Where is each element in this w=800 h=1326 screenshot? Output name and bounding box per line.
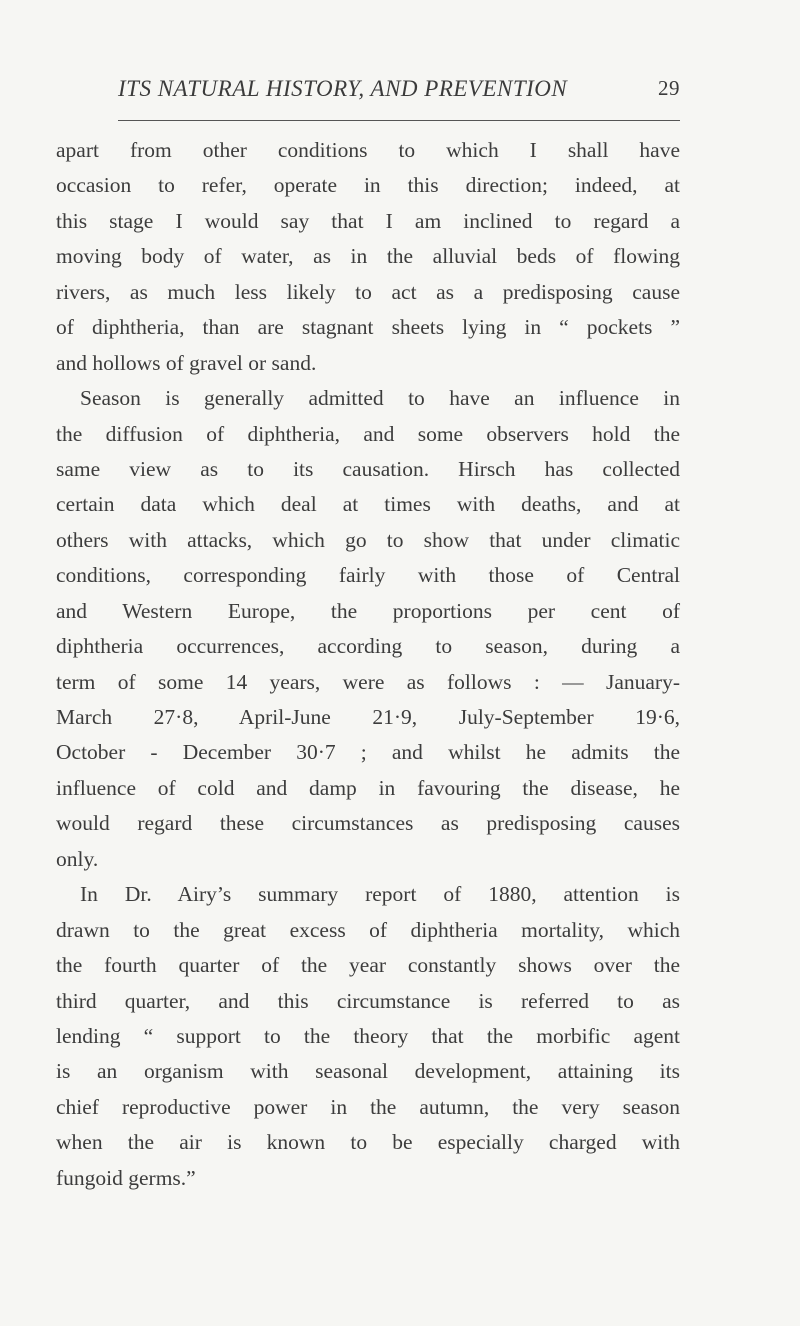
text-line: is an organism with seasonal development, attaining its xyxy=(56,1059,680,1084)
text-line: occasion to refer, operate in this direction; indeed, at xyxy=(56,173,680,198)
text-line: moving body of water, as in the alluvial beds of flowing xyxy=(56,244,680,269)
body-text xyxy=(56,133,680,1196)
text-line: this stage I would say that I am inclined to regard a xyxy=(56,208,680,233)
text-line: and hollows of gravel or sand. xyxy=(56,350,317,375)
text-line: conditions, corresponding fairly with those of Central xyxy=(56,563,680,588)
text-line: when the air is known to be especially charged with xyxy=(56,1130,680,1155)
header-rule xyxy=(118,120,680,121)
text-line: influence of cold and damp in favouring the disease, he xyxy=(56,775,680,800)
text-line: the fourth quarter of the year constantly shows over the xyxy=(56,953,680,978)
text-line: chief reproductive power in the autumn, the very season xyxy=(56,1094,680,1119)
running-title: ITS NATURAL HISTORY, AND PREVENTION xyxy=(118,76,568,101)
page-number: 29 xyxy=(658,76,680,100)
text-line: apart from other conditions to which I shall have xyxy=(56,138,680,162)
text-line: drawn to the great excess of diphtheria mortality, which xyxy=(56,917,680,942)
text-line: certain data which deal at times with deaths, and at xyxy=(56,492,680,517)
text-line: same view as to its causation. Hirsch has collected xyxy=(56,456,680,481)
text-line: lending “ support to the theory that the morbific agent xyxy=(56,1023,680,1048)
text-line: and Western Europe, the proportions per cent of xyxy=(56,598,680,623)
running-head xyxy=(118,76,680,108)
text-line: fungoid germs.” xyxy=(56,1165,196,1190)
text-line: term of some 14 years, were as follows : — January- xyxy=(56,669,680,694)
text-line: of diphtheria, than are stagnant sheets lying in “ pockets ” xyxy=(56,315,680,340)
text-line: diphtheria occurrences, according to season, during a xyxy=(56,634,680,659)
text-line: March 27·8, April-June 21·9, July-September 19·6, xyxy=(56,705,680,729)
text-line: In Dr. Airy’s summary report of 1880, attention is xyxy=(80,882,680,907)
text-line: October - December 30·7 ; and whilst he admits the xyxy=(56,740,680,765)
text-line: the diffusion of diphtheria, and some observers hold the xyxy=(56,421,680,446)
text-line: Season is generally admitted to have an influence in xyxy=(80,386,680,411)
text-line: only. xyxy=(56,846,99,871)
text-line: others with attacks, which go to show that under climatic xyxy=(56,527,680,552)
text-line: rivers, as much less likely to act as a predisposing cause xyxy=(56,279,680,304)
text-line: third quarter, and this circumstance is referred to as xyxy=(56,988,680,1013)
text-line: would regard these circumstances as predisposing causes xyxy=(56,811,680,836)
